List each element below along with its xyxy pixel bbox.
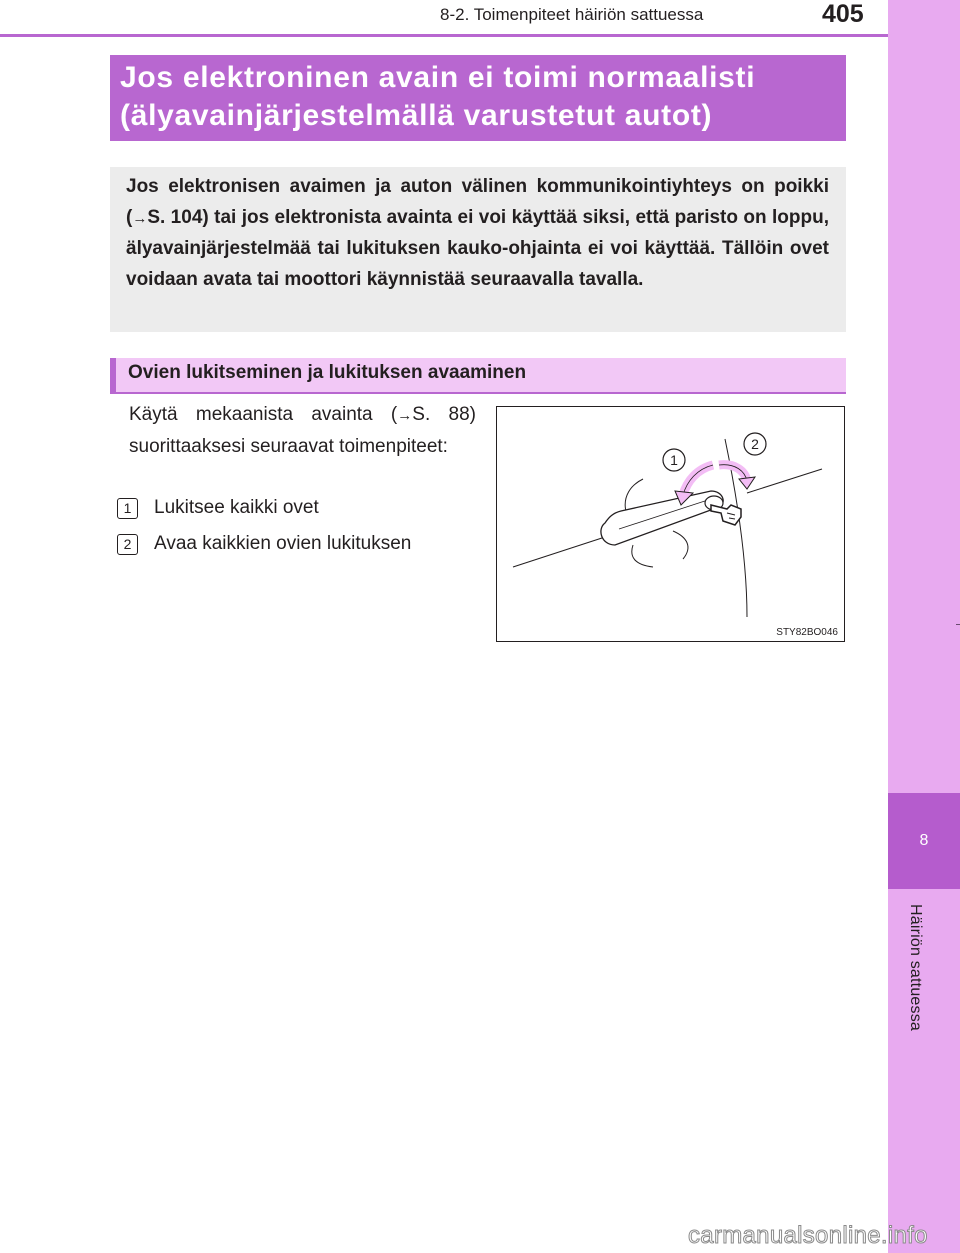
door-handle-illustration xyxy=(496,406,845,642)
chapter-tab[interactable] xyxy=(888,793,960,889)
footer-watermark[interactable]: carmanualsonline.info xyxy=(688,1222,928,1249)
callout-label: 1 xyxy=(670,452,678,468)
intro-box xyxy=(110,167,846,332)
callout-label: 2 xyxy=(751,436,759,452)
list-item xyxy=(117,497,319,519)
chapter-side-strip xyxy=(888,0,960,1253)
list-item xyxy=(117,533,411,555)
list-item-label: Lukitsee kaikki ovet xyxy=(154,497,319,518)
body-page-ref[interactable]: S. 88 xyxy=(412,404,470,425)
main-title-line1: Jos elektroninen avain ei toimi normaalisti xyxy=(120,61,756,94)
main-title xyxy=(110,55,846,141)
chapter-number: 8 xyxy=(919,832,929,849)
arrow-icon: → xyxy=(397,407,413,424)
header-divider xyxy=(0,34,888,37)
page-number: 405 xyxy=(822,0,864,28)
body-part2: ) suorittaaksesi seuraavat toimenpiteet: xyxy=(129,404,476,457)
side-strip-mark xyxy=(956,624,960,625)
section-heading: Ovien lukitseminen ja lukituksen avaaminen xyxy=(110,358,846,394)
arrow-icon: → xyxy=(132,209,148,227)
step-number-badge: 2 xyxy=(117,534,138,555)
main-title-line2: (älyavainjärjestelmällä varustetut autot) xyxy=(120,99,713,132)
header-section-title: 8-2. Toimenpiteet häiriön sattuessa xyxy=(440,5,704,24)
section-body-text xyxy=(129,399,476,462)
intro-part2: ) tai jos elektronista avainta ei voi käyttää siksi, että paristo on loppu, älyavainjärjestelmää tai lukituksen kauko-ohjainta ei voi käyttää. Tällöin ovet voidaan avata tai moottori käynnistää seuraavalla tavalla. xyxy=(126,206,829,291)
step-number-badge: 1 xyxy=(117,498,138,519)
list-item-label: Avaa kaikkien ovien lukituksen xyxy=(154,533,412,554)
intro-page-ref[interactable]: S. 104 xyxy=(147,206,203,228)
chapter-title: Häiriön sattuessa xyxy=(907,904,924,1032)
figure-code: STY82BO046 xyxy=(776,627,838,638)
intro-text xyxy=(126,172,829,296)
intro-part1: Jos elektronisen avaimen ja auton välinen kommunikointiyhteys on poikki ( xyxy=(126,176,829,228)
door-key-diagram xyxy=(497,407,844,641)
body-part1: Käytä mekaanista avainta ( xyxy=(129,404,398,425)
